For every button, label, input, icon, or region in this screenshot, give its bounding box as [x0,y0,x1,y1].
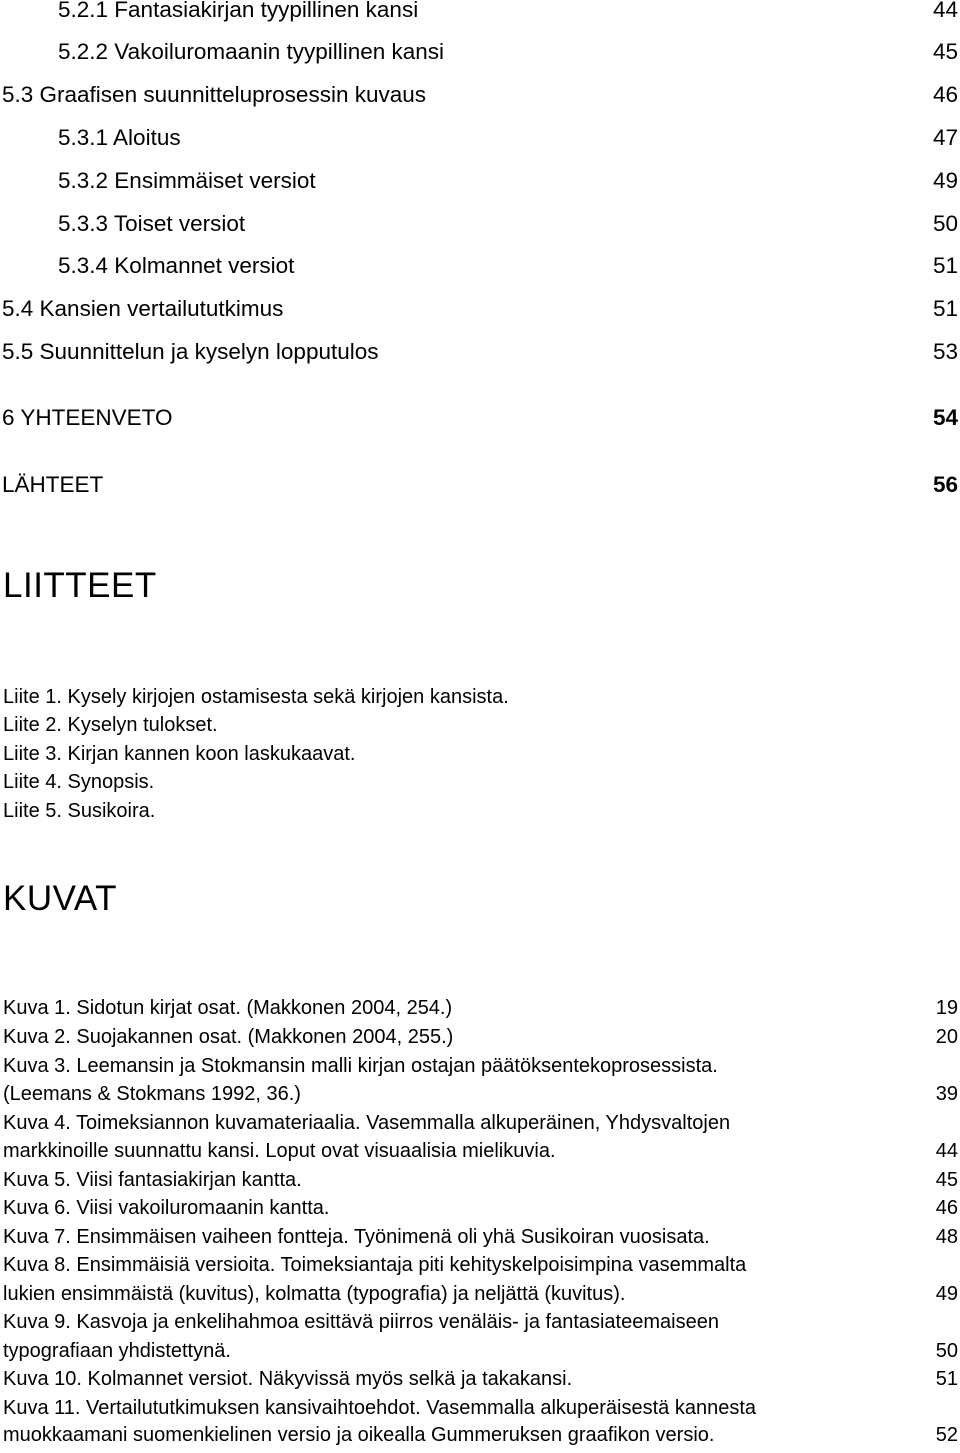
figure-entry-text: Kuva 5. Viisi fantasiakirjan kantta. [3,1169,302,1191]
toc-entry-label: 5.3.4 Kolmannet versiot [58,253,295,278]
figure-entry-text: Kuva 11. Vertailututkimuksen kansivaihtoehdot. Vasemmalla alkuperäisestä kannesta [3,1397,757,1419]
figure-entry-text: Kuva 9. Kasvoja ja enkelihahmoa esittävä piirros venäläis- ja fantasiateemaiseen [3,1311,719,1333]
toc-entry[interactable] [0,296,960,328]
figure-entry[interactable] [3,1424,958,1453]
toc-entry[interactable] [0,253,960,285]
toc-entry-page: 49 [932,168,958,193]
figure-entry[interactable] [3,1140,958,1169]
toc-entry-label: 5.5 Suunnittelun ja kyselyn lopputulos [2,339,379,364]
figure-entry-text: Kuva 4. Toimeksiannon kuvamateriaalia. Vasemmalla alkuperäinen, Yhdysvaltojen [3,1112,731,1134]
appendix-item: Liite 4. Synopsis. [3,771,155,793]
toc-entry-label: 5.2.1 Fantasiakirjan tyypillinen kansi [58,0,419,22]
appendix-item: Liite 2. Kyselyn tulokset. [3,714,218,736]
toc-entry-label: 5.3.2 Ensimmäiset versiot [58,168,316,193]
figure-entry[interactable] [3,1169,958,1198]
appendix-item: Liite 5. Susikoira. [3,800,156,822]
toc-entry[interactable] [0,472,960,504]
toc-entry-label: 5.3.3 Toiset versiot [58,211,246,236]
appendices-heading: LIITTEET [3,566,157,605]
toc-entry[interactable] [0,168,960,200]
figure-entry-page: 51 [935,1368,958,1390]
figure-entry[interactable] [3,1026,958,1055]
toc-entry[interactable] [0,405,960,437]
toc-entry-page: 56 [932,472,958,497]
toc-entry[interactable] [0,82,960,114]
figure-entry-page: 45 [935,1169,958,1191]
figure-entry-text: Kuva 7. Ensimmäisen vaiheen fontteja. Työnimenä oli yhä Susikoiran vuosisata. [3,1226,710,1248]
toc-entry-page: 51 [932,296,958,321]
toc-entry-label: 5.3.1 Aloitus [58,125,181,150]
toc-entry-label: LÄHTEET [2,472,104,497]
figure-entry[interactable] [3,1397,958,1426]
figure-entry[interactable] [3,1226,958,1255]
toc-entry[interactable] [0,0,960,29]
figure-entry[interactable] [3,1340,958,1369]
figure-entry-text: Kuva 10. Kolmannet versiot. Näkyvissä myös selkä ja takakansi. [3,1368,573,1390]
figure-entry-page: 19 [935,997,958,1019]
toc-entry-page: 51 [932,253,958,278]
figure-entry-page: 39 [935,1083,958,1105]
figure-entry-text: Kuva 6. Viisi vakoiluromaanin kantta. [3,1197,330,1219]
figure-entry-page: 46 [935,1197,958,1219]
toc-entry-page: 53 [932,339,958,364]
toc-entry[interactable] [0,339,960,371]
figure-entry[interactable] [3,1254,958,1283]
appendix-item: Liite 1. Kysely kirjojen ostamisesta sekä kirjojen kansista. [3,686,509,708]
toc-entry-page: 45 [932,39,958,64]
toc-entry[interactable] [0,39,960,71]
figure-entry[interactable] [3,1283,958,1312]
toc-entry-label: 5.4 Kansien vertailututkimus [2,296,284,321]
figure-entry-page: 48 [935,1226,958,1248]
toc-entry-page: 44 [932,0,958,22]
figure-entry-page: 44 [935,1140,958,1162]
figure-entry-text: Kuva 1. Sidotun kirjat osat. (Makkonen 2004, 254.) [3,997,453,1019]
toc-entry[interactable] [0,125,960,157]
figures-heading: KUVAT [3,879,117,918]
toc-entry-label: 5.3 Graafisen suunnitteluprosessin kuvaus [2,82,426,107]
figure-entry-text: Kuva 2. Suojakannen osat. (Makkonen 2004, 255.) [3,1026,454,1048]
figure-entry-text: Kuva 8. Ensimmäisiä versioita. Toimeksiantaja piti kehityskelpoisimpina vasemmalta [3,1254,747,1276]
toc-entry-label: 6 YHTEENVETO [2,405,173,430]
figure-entry[interactable] [3,1311,958,1340]
figure-entry[interactable] [3,997,958,1026]
toc-entry-page: 50 [932,211,958,236]
toc-entry-label: 5.2.2 Vakoiluromaanin tyypillinen kansi [58,39,445,64]
figure-entry-page: 52 [935,1424,958,1446]
figure-entry[interactable] [3,1368,958,1397]
figure-entry-page: 49 [935,1283,958,1305]
toc-entry[interactable] [0,211,960,243]
toc-entry-page: 46 [932,82,958,107]
figure-entry-text: muokkaamani suomenkielinen versio ja oikealla Gummeruksen graafikon versio. [3,1424,715,1446]
figure-entry-text: markkinoille suunnattu kansi. Loput ovat visuaalisia mielikuvia. [3,1140,556,1162]
figure-entry-text: lukien ensimmäistä (kuvitus), kolmatta (typografia) ja neljättä (kuvitus). [3,1283,626,1305]
figure-entry[interactable] [3,1083,958,1112]
figure-entry[interactable] [3,1112,958,1141]
figure-entry-text: (Leemans & Stokmans 1992, 36.) [3,1083,301,1105]
figure-entry[interactable] [3,1055,958,1084]
figure-entry-text: typografiaan yhdistettynä. [3,1340,231,1362]
figure-entry[interactable] [3,1197,958,1226]
figure-entry-page: 50 [935,1340,958,1362]
toc-entry-page: 54 [932,405,958,430]
figure-entry-page: 20 [935,1026,958,1048]
toc-entry-page: 47 [932,125,958,150]
appendix-item: Liite 3. Kirjan kannen koon laskukaavat. [3,743,356,765]
figure-entry-text: Kuva 3. Leemansin ja Stokmansin malli kirjan ostajan päätöksentekoprosessista. [3,1055,718,1077]
